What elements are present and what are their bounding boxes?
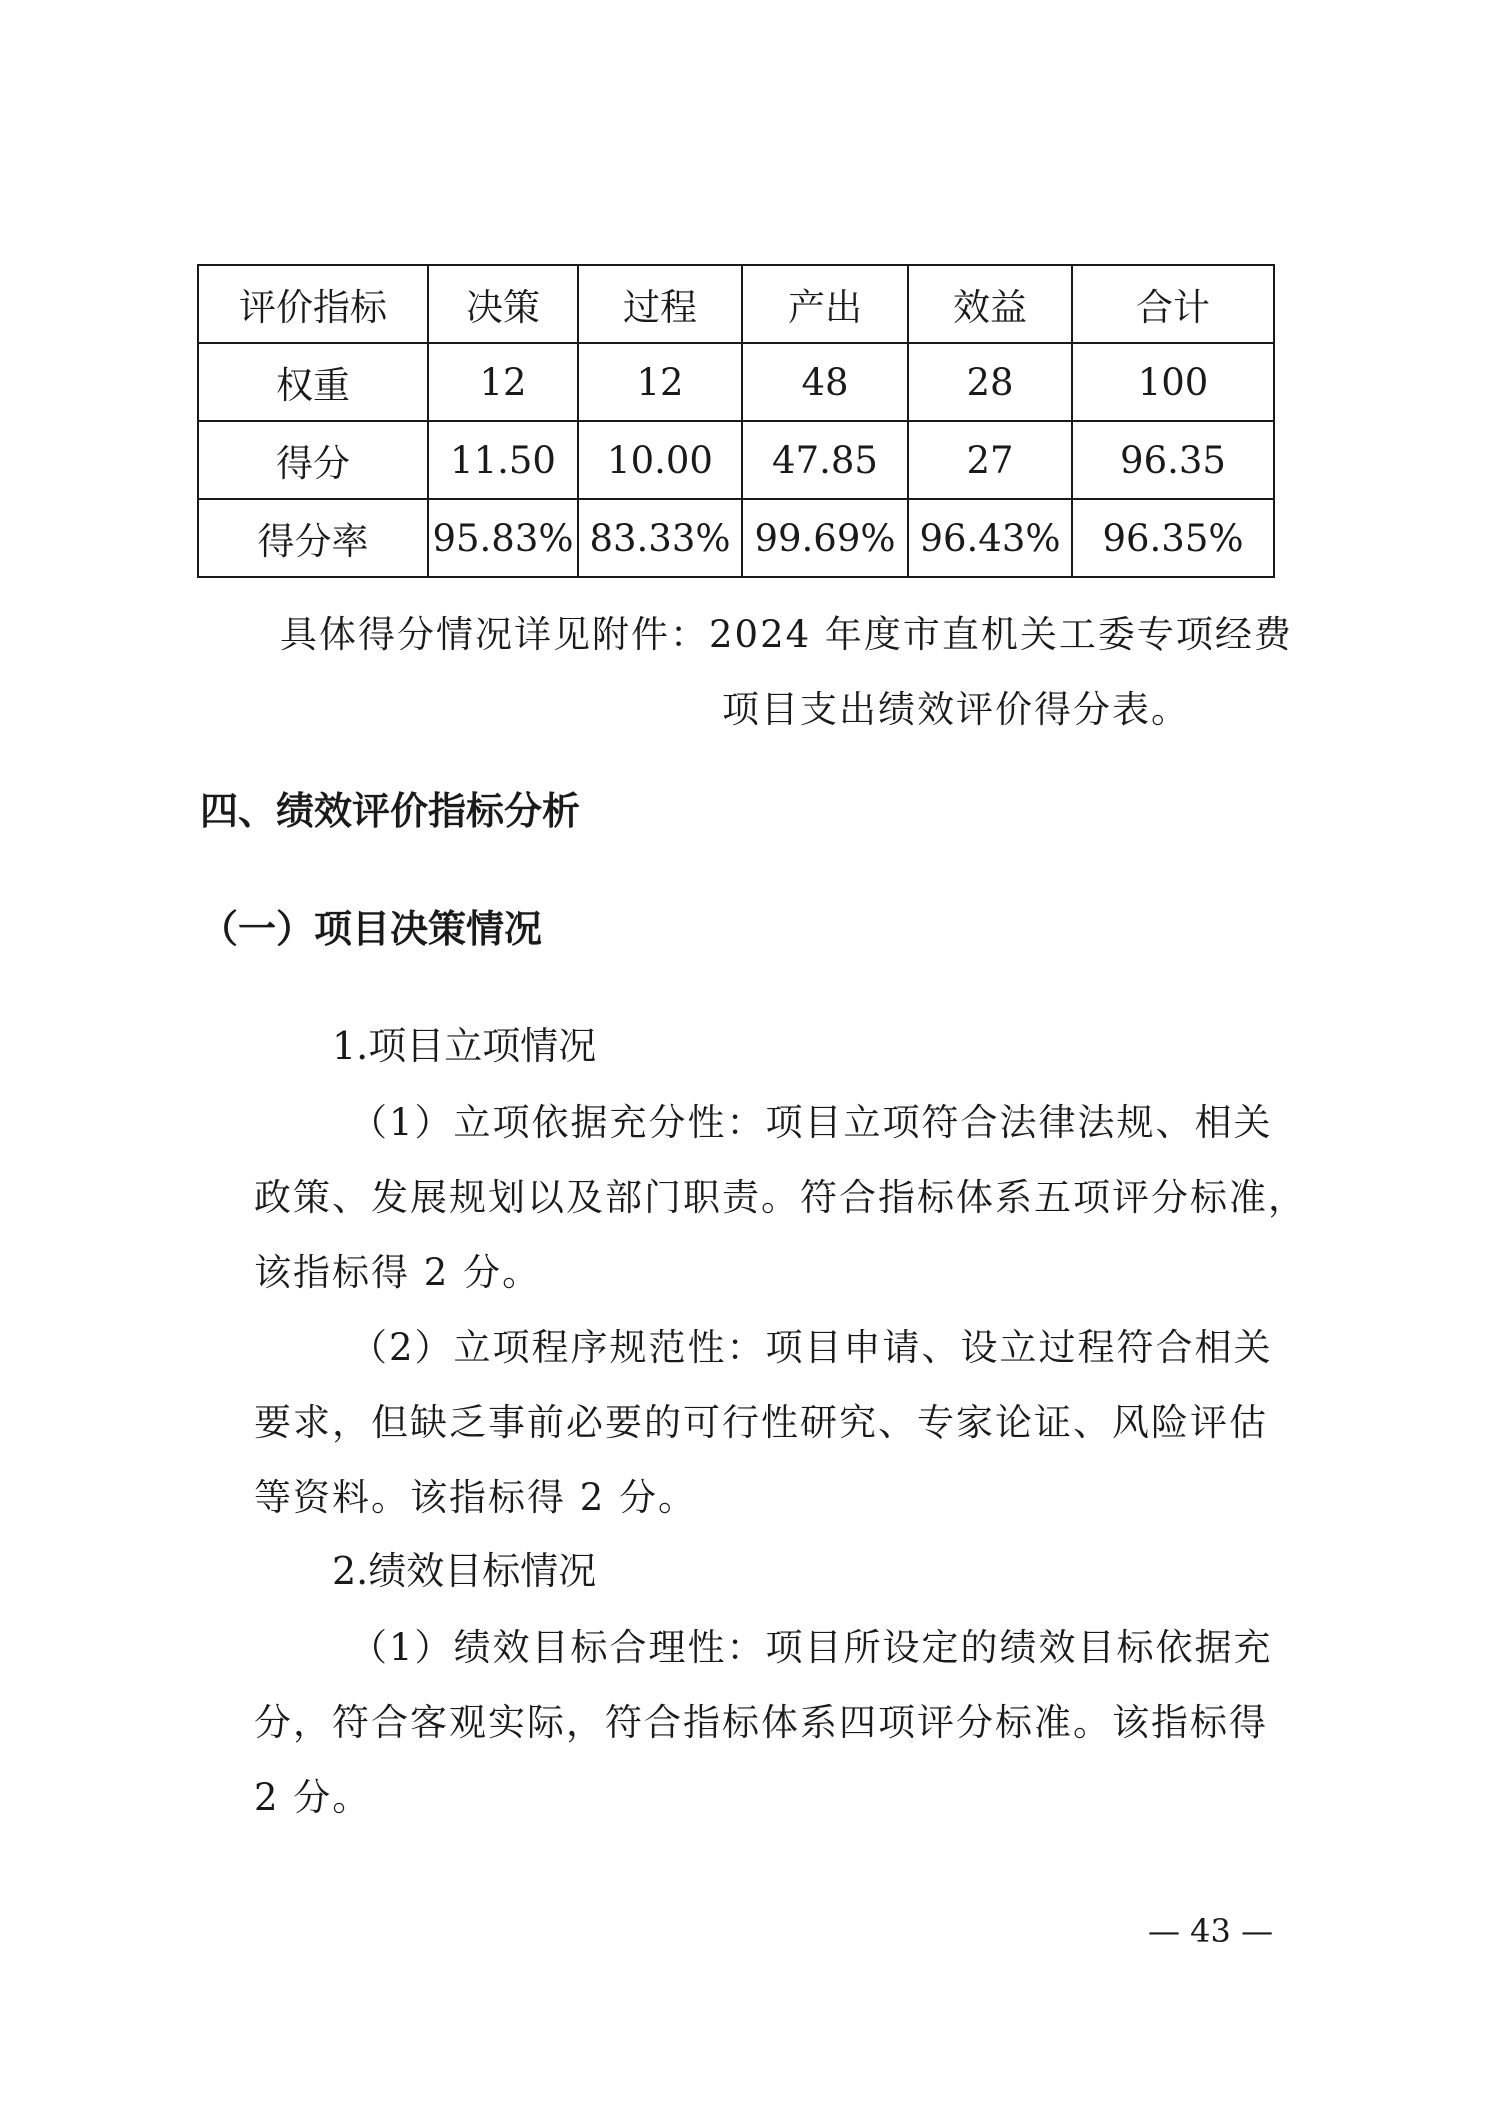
table-cell: 产出 — [742, 265, 908, 343]
paragraph-line: 要求，但缺乏事前必要的可行性研究、专家论证、风险评估 — [254, 1401, 1268, 1444]
table-cell: 83.33% — [578, 499, 742, 577]
table-cell: 96.35% — [1072, 499, 1274, 577]
table-cell: 权重 — [198, 343, 428, 421]
page-number: — 43 — — [1148, 1912, 1274, 1950]
table-cell: 47.85 — [742, 421, 908, 499]
table-row — [198, 421, 1274, 499]
paragraph-line: 政策、发展规划以及部门职责。符合指标体系五项评分标准， — [254, 1176, 1307, 1219]
table-cell: 100 — [1072, 343, 1274, 421]
table-cell: 99.69% — [742, 499, 908, 577]
paragraph-line: （2）立项程序规范性：项目申请、设立过程符合相关 — [350, 1326, 1273, 1369]
table-cell: 11.50 — [428, 421, 578, 499]
table-cell: 12 — [578, 343, 742, 421]
table-cell: 95.83% — [428, 499, 578, 577]
table-cell: 96.35 — [1072, 421, 1274, 499]
item-heading: 1.项目立项情况 — [332, 1024, 597, 1068]
table-cell: 评价指标 — [198, 265, 428, 343]
section-heading: 四、绩效评价指标分析 — [200, 789, 581, 833]
table-cell: 效益 — [908, 265, 1072, 343]
table-cell: 决策 — [428, 265, 578, 343]
paragraph — [254, 1610, 1273, 1835]
table-cell: 得分 — [198, 421, 428, 499]
table-cell: 12 — [428, 343, 578, 421]
table-note-line: 项目支出绩效评价得分表。 — [722, 688, 1190, 731]
table-header-row — [198, 265, 1274, 343]
paragraph-line: 该指标得 2 分。 — [254, 1251, 542, 1294]
paragraph-line: 分，符合客观实际，符合指标体系四项评分标准。该指标得 — [254, 1701, 1268, 1744]
table-cell: 10.00 — [578, 421, 742, 499]
table-cell: 27 — [908, 421, 1072, 499]
paragraph-line: （1）立项依据充分性：项目立项符合法律法规、相关 — [350, 1101, 1273, 1144]
table-cell: 96.43% — [908, 499, 1072, 577]
paragraph-line: （1）绩效目标合理性：项目所设定的绩效目标依据充 — [350, 1626, 1273, 1669]
paragraph — [254, 1085, 1307, 1310]
item-heading: 2.绩效目标情况 — [332, 1549, 597, 1593]
table-note-line: 具体得分情况详见附件：2024 年度市直机关工委专项经费 — [280, 613, 1293, 656]
table-cell: 得分率 — [198, 499, 428, 577]
table-row — [198, 343, 1274, 421]
subsection-heading: （一）项目决策情况 — [200, 907, 543, 951]
table-cell: 48 — [742, 343, 908, 421]
paragraph — [254, 1310, 1273, 1535]
score-table — [197, 264, 1275, 578]
paragraph-line: 2 分。 — [254, 1776, 372, 1819]
paragraph-line: 等资料。该指标得 2 分。 — [254, 1476, 698, 1519]
table-cell: 过程 — [578, 265, 742, 343]
table-cell: 合计 — [1072, 265, 1274, 343]
table-cell: 28 — [908, 343, 1072, 421]
table-row — [198, 499, 1274, 577]
